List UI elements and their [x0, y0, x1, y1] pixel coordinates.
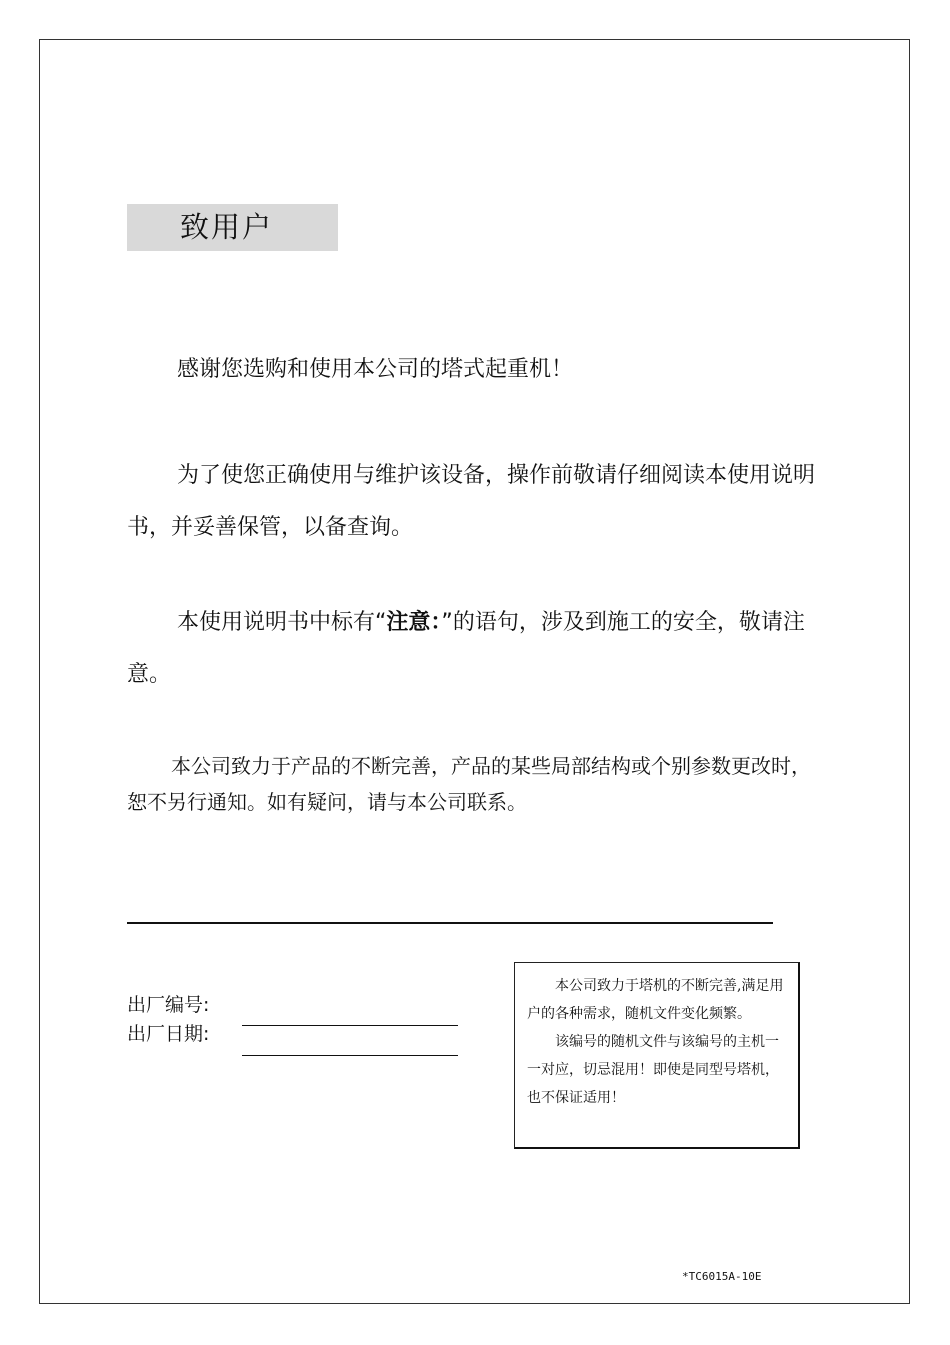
factory-date-label: 出厂日期: — [127, 1023, 210, 1045]
attention-paragraph — [127, 597, 827, 701]
instruction-paragraph: 为了使您正确使用与维护该设备，操作前敬请仔细阅读本使用说明书，并妥善保管，以备查询。 — [127, 463, 816, 540]
serial-number-blank — [242, 1025, 458, 1026]
disclaimer-paragraph: 本公司致力于产品的不断完善，产品的某些局部结构或个别参数更改时，恕不另行通知。如有疑问，请与本公司联系。 — [127, 754, 811, 814]
serial-number-label: 出厂编号: — [127, 994, 210, 1016]
page-title: 致用户 — [180, 210, 274, 244]
attention-text-before: 本使用说明书中标有“ — [177, 610, 387, 635]
document-code: *TC6015A-10E — [682, 1270, 762, 1283]
divider-line — [127, 922, 773, 924]
attention-keyword: 注意： — [386, 610, 442, 635]
notice-box — [514, 962, 800, 1149]
notice-line-1: 本公司致力于塔机的不断完善,满足用户的各种需求，随机文件变化频繁。 — [527, 978, 784, 1022]
factory-date-blank — [242, 1055, 458, 1056]
notice-line-2: 该编号的随机文件与该编号的主机一一对应，切忌混用！即使是同型号塔机，也不保证适用！ — [527, 1034, 779, 1106]
attention-text-after: ”的语句，涉及到施工的安全，敬请注意。 — [127, 610, 805, 687]
thanks-paragraph: 感谢您选购和使用本公司的塔式起重机！ — [177, 357, 574, 382]
